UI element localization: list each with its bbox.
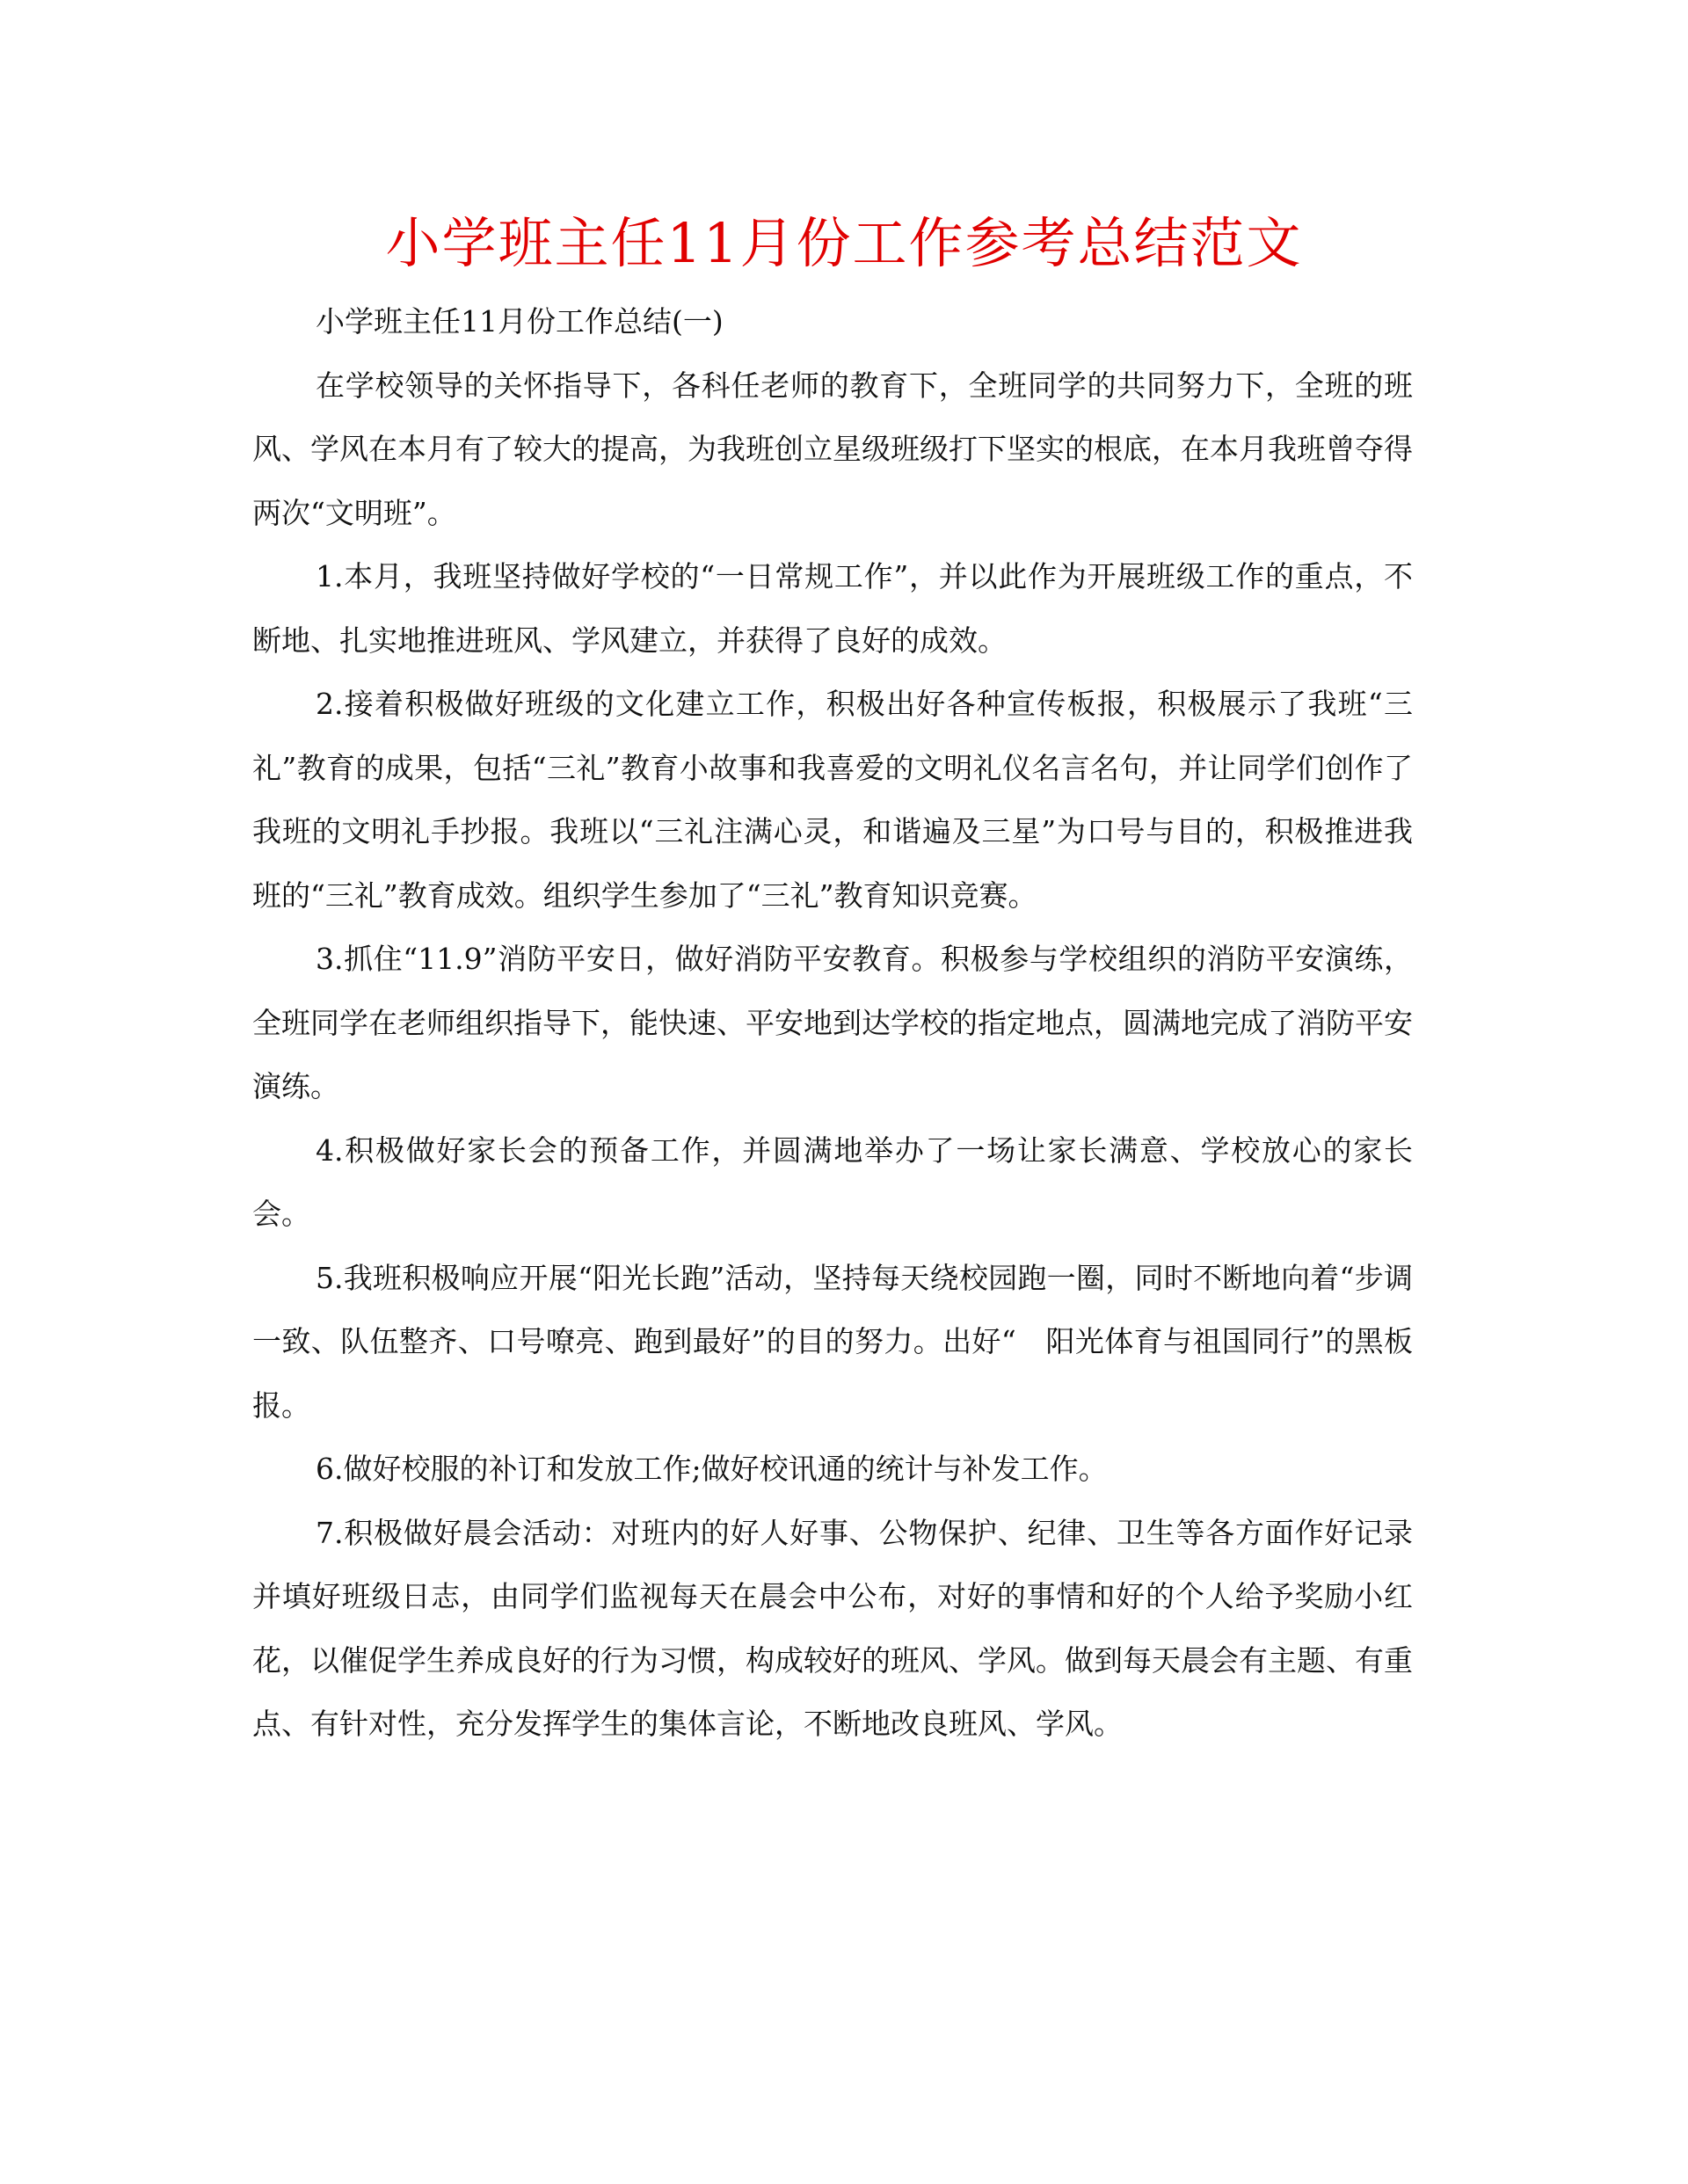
section-subtitle: 小学班主任11月份工作总结(一) xyxy=(316,304,724,339)
document-title: 小学班主任11月份工作参考总结范文 xyxy=(385,211,1303,275)
document-body xyxy=(252,290,1413,1757)
paragraph-intro: 在学校领导的关怀指导下，各科任老师的教育下，全班同学的共同努力下，全班的班风、学风在本月有了较大的提高，为我班创立星级班级打下坚实的根底，在本月我班曾夺得两次“文明班”。 xyxy=(252,368,1413,530)
paragraph-item-4: 4.积极做好家长会的预备工作，并圆满地举办了一场让家长满意、学校放心的家长会。 xyxy=(252,1132,1413,1231)
paragraph-item-7: 7.积极做好晨会活动：对班内的好人好事、公物保护、纪律、卫生等各方面作好记录并填好班级日志，由同学们监视每天在晨会中公布，对好的事情和好的个人给予奖励小红花，以催促学生养成良好的行为习惯，构成较好的班风、学风。做到每天晨会有主题、有重点、有针对性，充分发挥学生的集体言论，不断地改良班风、学风。 xyxy=(252,1515,1413,1741)
paragraph-item-5: 5.我班积极响应开展“阳光长跑”活动，坚持每天绕校园跑一圈，同时不断地向着“步调一致、队伍整齐、口号嘹亮、跑到最好”的目的努力。出好“ 阳光体育与祖国同行”的黑板报。 xyxy=(252,1260,1413,1423)
paragraph-item-1: 1.本月，我班坚持做好学校的“一日常规工作”，并以此作为开展班级工作的重点，不断地、扎实地推进班风、学风建立，并获得了良好的成效。 xyxy=(252,559,1413,658)
paragraph-item-6: 6.做好校服的补订和发放工作;做好校讯通的统计与补发工作。 xyxy=(316,1452,1108,1486)
paragraph-item-3: 3.抓住“11.9”消防平安日，做好消防平安教育。积极参与学校组织的消防平安演练，全班同学在老师组织指导下，能快速、平安地到达学校的指定地点，圆满地完成了消防平安演练。 xyxy=(252,942,1413,1103)
paragraph-item-2: 2.接着积极做好班级的文化建立工作，积极出好各种宣传板报，积极展示了我班“三礼”教育的成果，包括“三礼”教育小故事和我喜爱的文明礼仪名言名句，并让同学们创作了我班的文明礼手抄报。我班以“三礼注满心灵，和谐遍及三星”为口号与目的，积极推进我班的“三礼”教育成效。组织学生参加了“三礼”教育知识竞赛。 xyxy=(252,687,1413,913)
